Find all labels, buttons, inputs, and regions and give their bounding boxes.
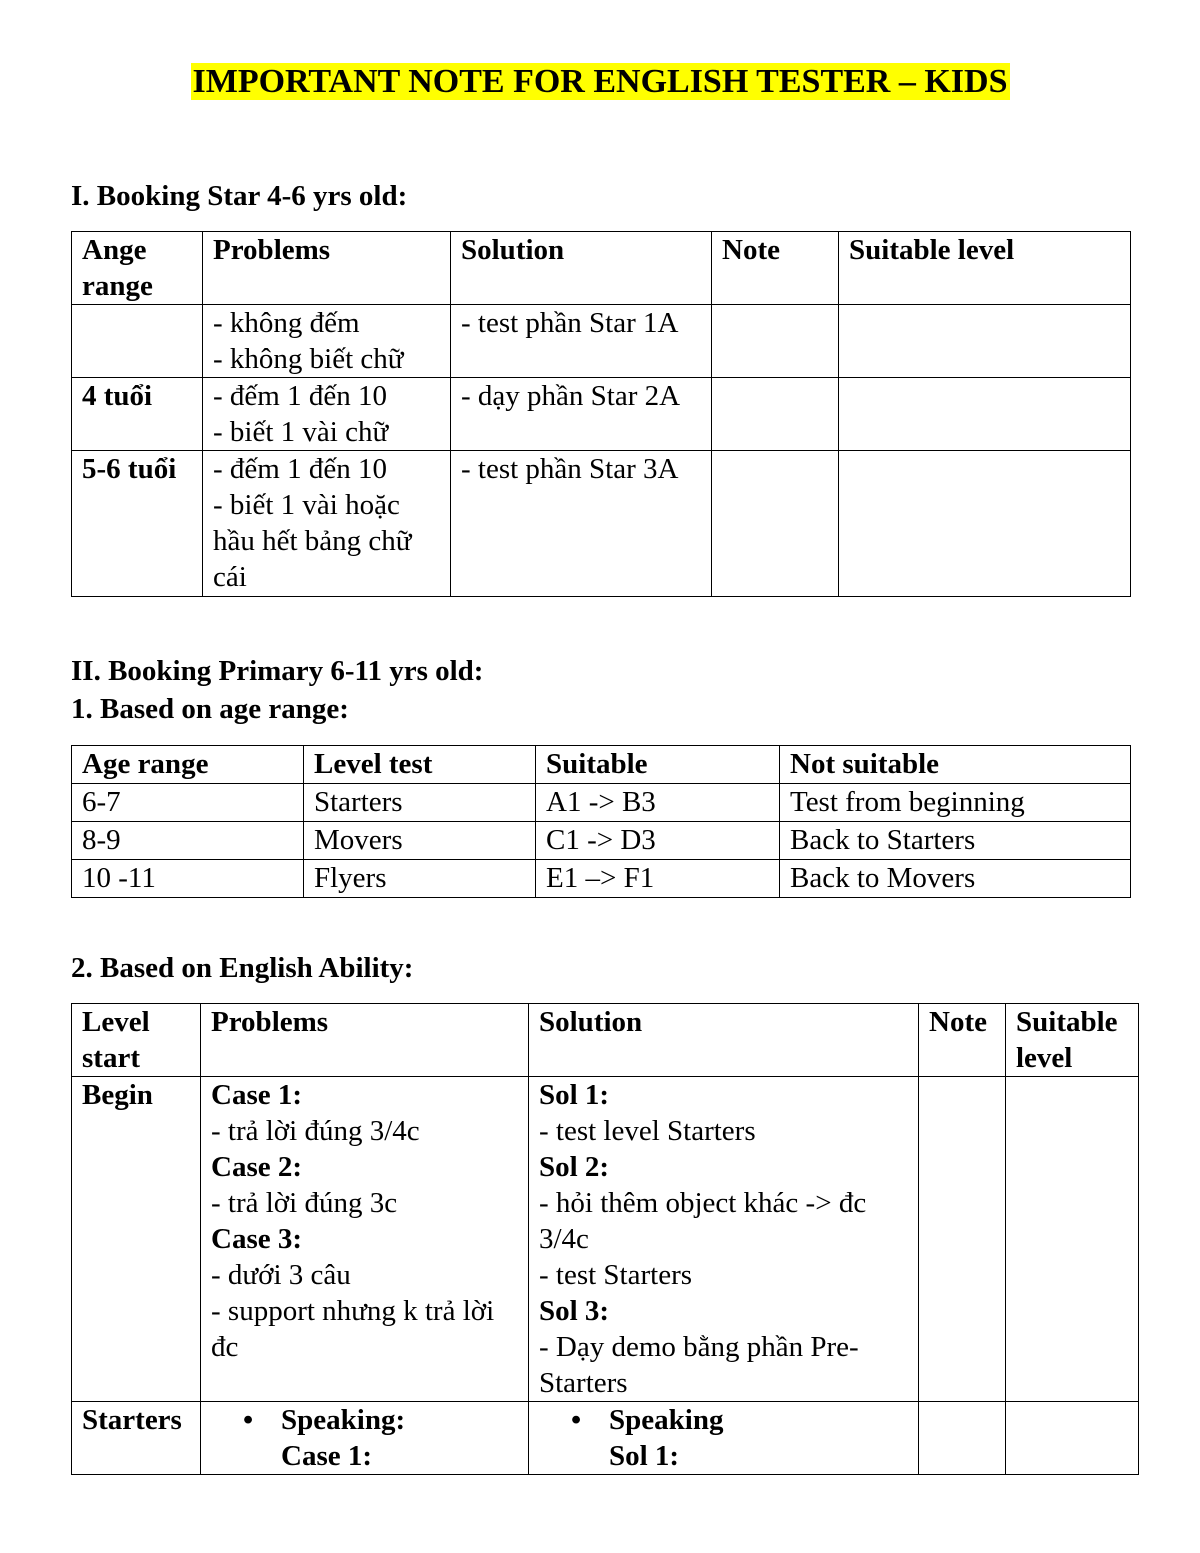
level-start-cell: Starters	[72, 1402, 201, 1475]
header-solution: Solution	[451, 232, 712, 305]
table-row	[72, 378, 1131, 451]
bullet-icon: •	[243, 1404, 254, 1436]
solution-cell: • Speaking Sol 1:	[529, 1402, 919, 1475]
solution-cell: Sol 1: - test level Starters Sol 2: - hỏi thêm object khác -> đc 3/4c - test Starters Sol 3: - Dạy demo bằng phần Pre-Starters	[529, 1077, 919, 1402]
level-test-cell: Flyers	[304, 860, 536, 898]
level-start-cell: Begin	[72, 1077, 201, 1402]
problems-cell: - không đếm - không biết chữ	[203, 305, 451, 378]
table-header-row	[72, 746, 1131, 784]
bullet-icon: •	[571, 1404, 582, 1436]
not-suitable-cell: Test from beginning	[780, 784, 1131, 822]
bullet-item: • Speaking	[571, 1404, 724, 1436]
section-1-heading: I. Booking Star 4-6 yrs old:	[71, 180, 408, 212]
problems-cell: Case 1: - trả lời đúng 3/4c Case 2: - trả lời đúng 3c Case 3: - dưới 3 câu - support nhưng k trả lời đc	[201, 1077, 529, 1402]
age-cell: 4 tuổi	[72, 378, 203, 451]
section-2-heading: II. Booking Primary 6-11 yrs old:	[71, 655, 484, 687]
header-level-start: Level start	[72, 1004, 201, 1077]
level-cell	[1006, 1077, 1139, 1402]
level-test-cell: Movers	[304, 822, 536, 860]
table-header-row	[72, 1004, 1139, 1077]
not-suitable-cell: Back to Starters	[780, 822, 1131, 860]
table-row	[72, 860, 1131, 898]
age-cell: 10 -11	[72, 860, 304, 898]
note-cell	[712, 451, 839, 597]
problems-cell: - đếm 1 đến 10 - biết 1 vài hoặc hầu hết bảng chữ cái	[203, 451, 451, 597]
header-suitable-level: Suitable level	[839, 232, 1131, 305]
star-booking-table	[71, 231, 1131, 597]
table-row	[72, 1077, 1139, 1402]
solution-cell: - test phần Star 3A	[451, 451, 712, 597]
level-cell	[839, 378, 1131, 451]
age-cell: 6-7	[72, 784, 304, 822]
suitable-cell: A1 -> B3	[536, 784, 780, 822]
table-row	[72, 1402, 1139, 1475]
document-title: IMPORTANT NOTE FOR ENGLISH TESTER – KIDS	[192, 63, 1008, 100]
subsection-1-heading: 1. Based on age range:	[71, 693, 349, 725]
header-note: Note	[919, 1004, 1006, 1077]
header-solution: Solution	[529, 1004, 919, 1077]
problems-cell: • Speaking: Case 1:	[201, 1402, 529, 1475]
header-problems: Problems	[201, 1004, 529, 1077]
age-cell: 8-9	[72, 822, 304, 860]
ability-table	[71, 1003, 1139, 1475]
suitable-cell: E1 –> F1	[536, 860, 780, 898]
problems-cell: - đếm 1 đến 10 - biết 1 vài chữ	[203, 378, 451, 451]
level-cell	[839, 305, 1131, 378]
note-cell	[919, 1402, 1006, 1475]
header-suitable-level: Suitable level	[1006, 1004, 1139, 1077]
solution-cell: - dạy phần Star 2A	[451, 378, 712, 451]
subsection-2-heading: 2. Based on English Ability:	[71, 952, 414, 984]
bullet-item: • Speaking:	[243, 1404, 406, 1436]
age-range-table	[71, 745, 1131, 898]
header-problems: Problems	[203, 232, 451, 305]
note-cell	[712, 378, 839, 451]
level-cell	[839, 451, 1131, 597]
note-cell	[712, 305, 839, 378]
not-suitable-cell: Back to Movers	[780, 860, 1131, 898]
table-header-row	[72, 232, 1131, 305]
header-not-suitable: Not suitable	[780, 746, 1131, 784]
table-row	[72, 784, 1131, 822]
level-cell	[1006, 1402, 1139, 1475]
table-row	[72, 451, 1131, 597]
age-cell	[72, 305, 203, 378]
note-cell	[919, 1077, 1006, 1402]
header-note: Note	[712, 232, 839, 305]
header-age-range: Ange range	[72, 232, 203, 305]
table-row	[72, 305, 1131, 378]
age-cell: 5-6 tuổi	[72, 451, 203, 597]
solution-cell: - test phần Star 1A	[451, 305, 712, 378]
header-age-range: Age range	[72, 746, 304, 784]
header-suitable: Suitable	[536, 746, 780, 784]
level-test-cell: Starters	[304, 784, 536, 822]
suitable-cell: C1 -> D3	[536, 822, 780, 860]
header-level-test: Level test	[304, 746, 536, 784]
table-row	[72, 822, 1131, 860]
